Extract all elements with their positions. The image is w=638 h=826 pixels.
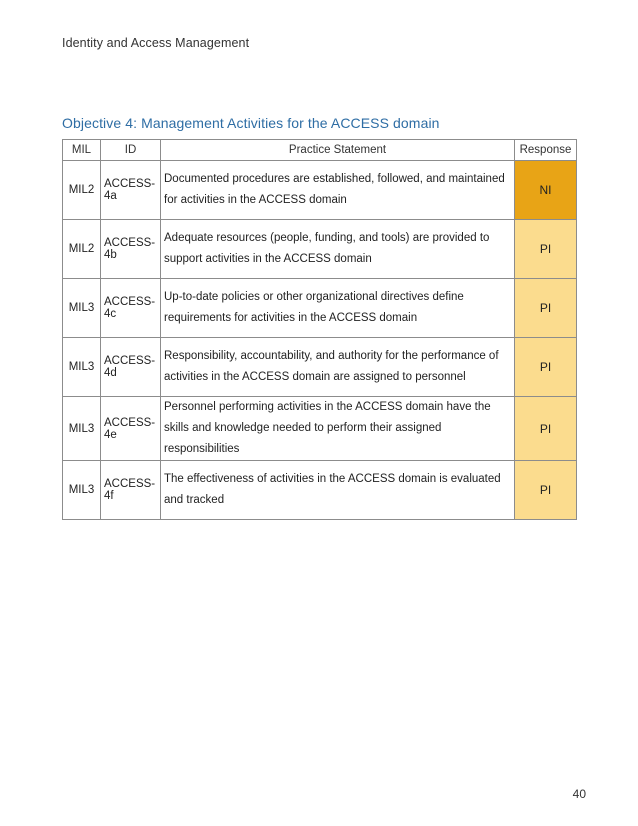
id-cell: ACCESS-4b [101,220,161,279]
practice-statement-cell: Up-to-date policies or other organizational directives define requirements for activities in the ACCESS domain [161,279,515,338]
practice-statement-cell: Personnel performing activities in the ACCESS domain have the skills and knowledge needed to perform their assigned responsibilities [161,397,515,461]
response-cell: PI [515,279,577,338]
document-header-title: Identity and Access Management [62,36,250,50]
column-header-mil: MIL [63,140,101,161]
practice-statement-cell: Documented procedures are established, followed, and maintained for activities in the ACCESS domain [161,161,515,220]
id-cell: ACCESS-4e [101,397,161,461]
response-cell: PI [515,397,577,461]
mil-cell: MIL2 [63,161,101,220]
id-cell: ACCESS-4c [101,279,161,338]
mil-cell: MIL3 [63,461,101,520]
objective-title: Objective 4: Management Activities for the ACCESS domain [62,115,440,131]
column-header-id: ID [101,140,161,161]
response-cell: PI [515,461,577,520]
table-row [63,397,577,461]
practice-statement-cell: Adequate resources (people, funding, and tools) are provided to support activities in the ACCESS domain [161,220,515,279]
mil-cell: MIL3 [63,397,101,461]
response-cell: PI [515,338,577,397]
id-cell: ACCESS-4d [101,338,161,397]
practice-statement-cell: The effectiveness of activities in the ACCESS domain is evaluated and tracked [161,461,515,520]
response-cell: PI [515,220,577,279]
table-row [63,220,577,279]
practice-statement-cell: Responsibility, accountability, and authority for the performance of activities in the ACCESS domain are assigned to personnel [161,338,515,397]
column-header-response: Response [515,140,577,161]
table-row [63,338,577,397]
table-row [63,279,577,338]
mil-cell: MIL3 [63,279,101,338]
id-cell: ACCESS-4a [101,161,161,220]
response-cell: NI [515,161,577,220]
mil-cell: MIL2 [63,220,101,279]
table-row [63,461,577,520]
mil-cell: MIL3 [63,338,101,397]
table-row [63,161,577,220]
id-cell: ACCESS-4f [101,461,161,520]
page-number: 40 [572,787,586,801]
table-header-row [63,140,577,161]
practice-table [62,139,577,520]
column-header-practice-statement: Practice Statement [161,140,515,161]
